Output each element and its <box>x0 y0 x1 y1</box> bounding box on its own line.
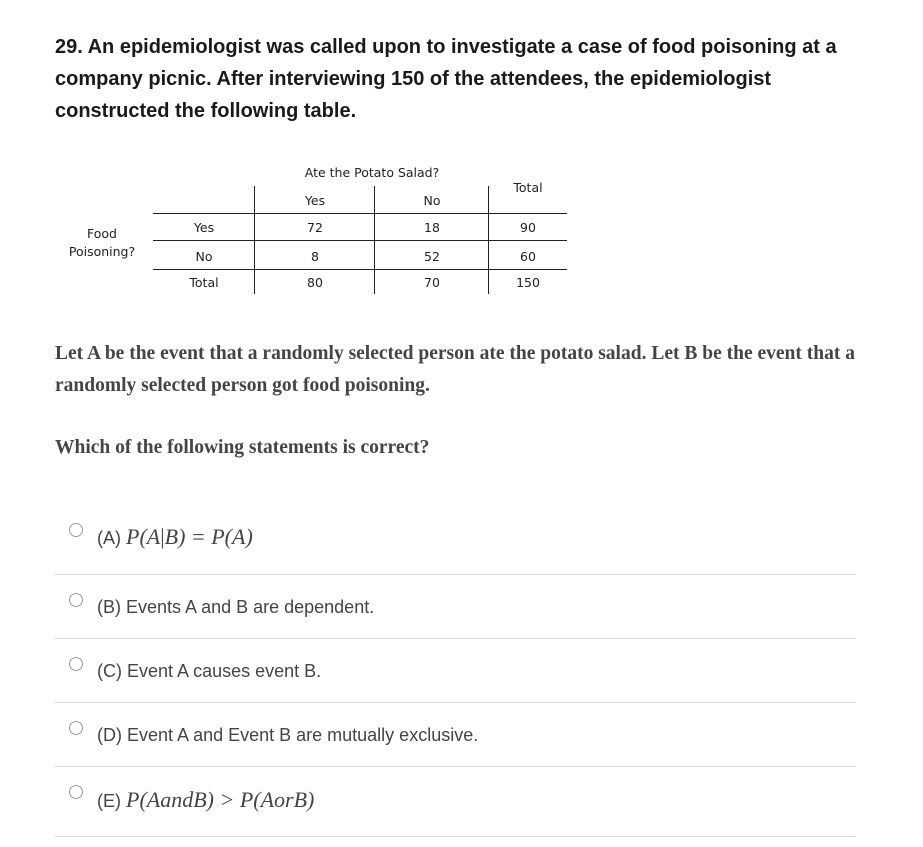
table-cell: 18 <box>424 220 440 235</box>
option-label: (C) <box>97 661 122 681</box>
option-d-content <box>97 725 478 746</box>
table-rule <box>374 186 375 294</box>
option-math: P(A|B) = P(A) <box>126 524 253 549</box>
row-group-label-line1: Food <box>87 226 117 241</box>
option-text: Event A causes event B. <box>127 661 322 681</box>
table-rule <box>488 186 489 294</box>
option-label: (D) <box>97 725 122 745</box>
option-a-content <box>97 524 253 550</box>
answer-option-b[interactable] <box>55 592 855 639</box>
radio-button[interactable] <box>69 523 83 537</box>
column-group-header: Ate the Potato Salad? <box>304 165 440 180</box>
table-cell: 52 <box>424 249 440 264</box>
event-definition: Let A be the event that a randomly selected person ate the potato salad. Let B be the event that a randomly selected person got food poisoning. <box>55 343 855 396</box>
radio-button[interactable] <box>69 785 83 799</box>
radio-button[interactable] <box>69 657 83 671</box>
table-rule <box>254 186 255 294</box>
option-label: (A) <box>97 528 121 548</box>
table-cell: 60 <box>520 249 536 264</box>
option-label: (B) <box>97 597 121 617</box>
table-rule <box>153 269 567 270</box>
option-b-content <box>97 597 374 618</box>
divider <box>55 638 855 639</box>
row-label-total: Total <box>189 275 219 290</box>
total-column-header: Total <box>513 180 543 195</box>
radio-button[interactable] <box>69 721 83 735</box>
row-label-no: No <box>195 249 213 264</box>
table-cell: 80 <box>307 275 323 290</box>
answer-option-e[interactable] <box>55 784 855 837</box>
column-header-yes: Yes <box>304 193 326 208</box>
table-cell: 150 <box>516 275 540 290</box>
option-e-content <box>97 787 314 813</box>
answer-option-d[interactable] <box>55 720 855 767</box>
divider <box>55 574 855 575</box>
table-rule <box>153 240 567 241</box>
question-text: 29. An epidemiologist was called upon to investigate a case of food poisoning at a company picnic. After interviewing 150 of the attendees, the epidemiologist constructed the following table. <box>55 36 837 122</box>
option-math: P(AandB) > P(AorB) <box>126 787 315 812</box>
answer-option-c[interactable] <box>55 656 855 703</box>
radio-button[interactable] <box>69 593 83 607</box>
row-label-yes: Yes <box>193 220 215 235</box>
divider <box>55 836 855 837</box>
divider <box>55 702 855 703</box>
question-prompt: Which of the following statements is correct? <box>55 437 430 458</box>
table-cell: 70 <box>424 275 440 290</box>
column-header-no: No <box>423 193 441 208</box>
option-c-content <box>97 661 321 682</box>
table-cell: 90 <box>520 220 536 235</box>
table-cell: 72 <box>307 220 323 235</box>
divider <box>55 766 855 767</box>
option-text: Event A and Event B are mutually exclusive. <box>127 725 479 745</box>
answer-option-a[interactable] <box>55 520 855 575</box>
option-label: (E) <box>97 791 121 811</box>
option-text: Events A and B are dependent. <box>126 597 375 617</box>
table-rule <box>153 213 567 214</box>
row-group-label-line2: Poisoning? <box>68 244 136 259</box>
table-cell: 8 <box>311 249 319 264</box>
